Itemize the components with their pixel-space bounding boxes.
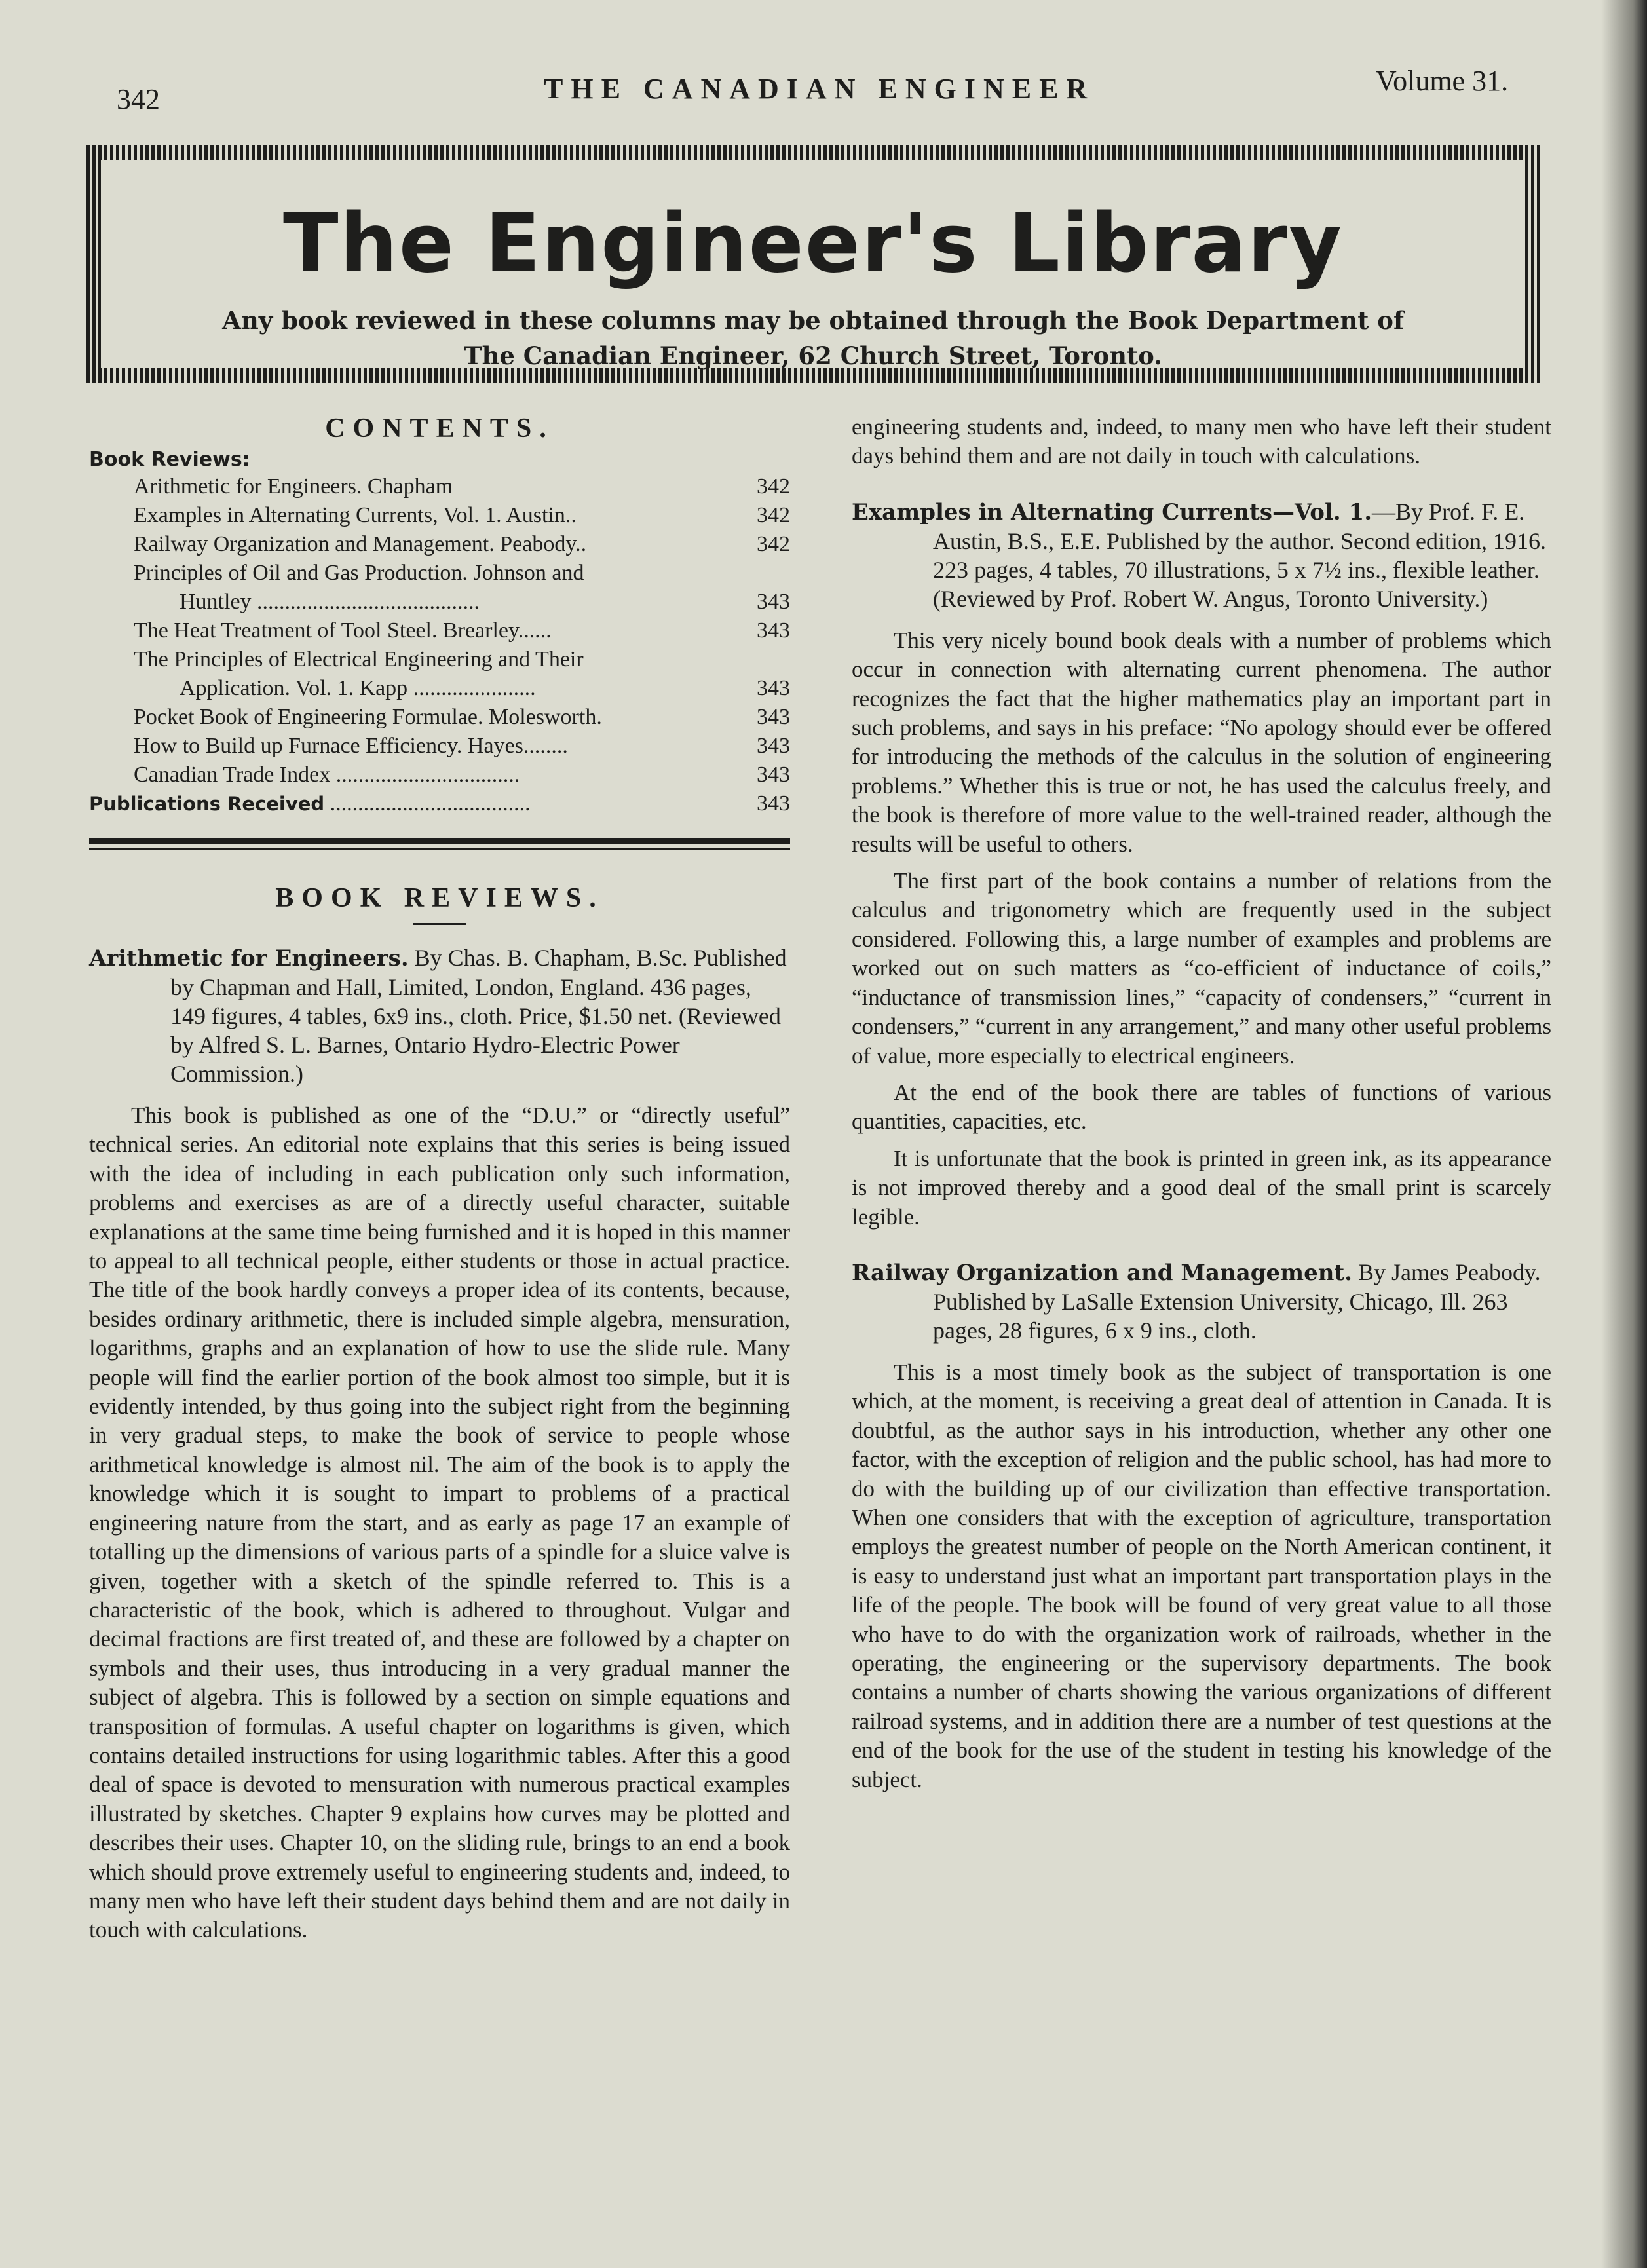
banner-subtitle-line-1: Any book reviewed in these columns may be obtained through the Book Department of [222, 306, 1404, 335]
running-head [0, 63, 1647, 115]
toc-page: 343 [757, 618, 790, 643]
contents-list [89, 472, 790, 818]
toc-page: 342 [757, 474, 790, 499]
page-edge-shadow [1601, 0, 1647, 2268]
volume-label: Volume 31. [1376, 65, 1509, 97]
toc-item[interactable]: Canadian Trade Index ................................. 343 [89, 761, 790, 789]
contents-divider-heavy [89, 838, 790, 844]
review-byline: —By Prof. F. E. Austin, B.S., E.E. Published by the author. Second edition, 1916. 223 pages, 4 tables, 70 illustrations, 5 x 7½ ins., flexible leather. (Reviewed by Prof. Robert W. Angus, Toronto University.) [933, 498, 1546, 612]
toc-item[interactable]: Arithmetic for Engineers. Chapham 342 [89, 472, 790, 501]
review-paragraph: At the end of the book there are tables of functions of various quantities, capacities, etc. [852, 1079, 1551, 1135]
toc-page: 343 [757, 791, 790, 816]
toc-item[interactable]: Pocket Book of Engineering Formulae. Molesworth. 343 [89, 703, 790, 732]
toc-page: 343 [757, 763, 790, 787]
journal-title: THE CANADIAN ENGINEER [544, 73, 1095, 105]
left-column [89, 413, 790, 2130]
review-header [852, 497, 1551, 613]
toc-page: 343 [757, 676, 790, 700]
review-title: Arithmetic for Engineers. [89, 945, 409, 972]
review-title: Railway Organization and Management. [852, 1259, 1353, 1286]
contents-heading: CONTENTS. [325, 413, 554, 444]
review-paragraph: This very nicely bound book deals with a number of problems which occur in connection with alternating current phenomena. The author recognizes the fact that the higher mathematics play an important part in such problems, and says in his preface: “No apology should ever be offered for introducing the methods of the calculus in the solution of engineering problems.” Whether this is true or not, he has used the calculus freely, and the book is therefore of more value to the well-trained reader, although the results will be useful to others. [852, 627, 1551, 857]
toc-item[interactable]: Principles of Oil and Gas Production. Johnson and Huntley ........................................ 343 [89, 559, 790, 616]
review-byline: By James Peabody. Published by LaSalle Extension University, Chicago, Ill. 263 pages, 28 figures, 6 x 9 ins., cloth. [933, 1258, 1541, 1344]
review-paragraph: This book is published as one of the “D.U.” or “directly useful” technical series. An editorial note explains that this series is being issued with the idea of including in each publication only such information, problems and exercises as are of a directly useful character, suitable explanations at the same time being furnished and it is hoped in this manner to appeal to all technical people, either students or those in actual practice. The title of the book hardly conveys a proper idea of its contents, because, besides ordinary arithmetic, there is included simple algebra, mensuration, logarithms, graphs and an explanation of how to use the slide rule. Many people will find the earlier portion of the book almost too simple, but it is evidently intended, by thus going into the subject right from the beginning in very gradual steps, to make the book of service to people whose arithmetical knowledge is almost nil. The aim of the book is to apply the knowledge which it is sought to impart to problems of a practical engineering nature from the start, and as early as page 17 an example of totalling up the dimensions of various parts of a spindle for a sluice valve is given, together with a sketch of the spindle referred to. This is a characteristic of the book, which is adhered to throughout. Vulgar and decimal fractions are first treated of, and these are followed by a chapter on symbols and their uses, thus introducing in a very gradual manner the subject of algebra. This is followed by a section on simple equations and transposition of formulas. A useful chapter on logarithms is given, which contains detailed instructions for using logarithmic tables. After this a good deal of space is devoted to mensuration with numerous practical examples illustrated by sketches. Chapter 9 explains how curves may be plotted and describes their uses. Chapter 10, on the sliding rule, brings to an end a book which should prove extremely useful to engineering students and, indeed, to many men who have left their student days behind them and are not daily in touch with calculations. [89, 1103, 790, 1943]
toc-page: 342 [757, 503, 790, 527]
review-header [852, 1258, 1551, 1345]
toc-item[interactable]: Railway Organization and Management. Peabody.. 342 [89, 530, 790, 559]
right-column [852, 413, 1551, 1794]
toc-page: 343 [757, 590, 790, 614]
review-paragraph: The first part of the book contains a number of relations from the calculus and trigonometry which are frequently used in the subject considered. Following this, a large number of examples and problems are worked out on such matters as “co-efficient of inductance of coils,” “inductance of transmission lines,” “capacity of condensers,” “current in condensers,” “current in any arrangement,” and many other useful problems of value, more especially to electrical engineers. [852, 868, 1551, 1068]
toc-page: 343 [757, 734, 790, 758]
heading-rule [413, 923, 466, 925]
toc-item[interactable]: The Heat Treatment of Tool Steel. Brearley...... 343 [89, 616, 790, 645]
review-paragraph: This is a most timely book as the subject of transportation is one which, at the moment, is receiving a great deal of attention in Canada. It is doubtful, as the author says in his introduction, whether any other one factor, with the exception of religion and the public school, has had more to do with the building up of our civilization than effective transportation. When one considers that with the exception of agriculture, transportation employs the greatest number of people on the North American continent, it is easy to understand just what an important part transportation plays in the life of the people. The book will be found of very great value to all those who have to do with the organization work of railroads, whether in the operating, the engineering or the supervisory departments. The book contains a number of charts showing the various organizations of different railroad systems, and in addition there are a number of test questions at the end of the book for the use of the student in testing his knowledge of the subject. [852, 1359, 1551, 1792]
book-reviews-heading: BOOK REVIEWS. [275, 883, 604, 913]
banner-title: The Engineer's Library [282, 197, 1344, 291]
toc-item-publications[interactable]: Publications Received .................................... 343 [89, 789, 790, 818]
banner-subtitle-line-2: The Canadian Engineer, 62 Church Street, Toronto. [463, 341, 1163, 370]
page-number: 342 [117, 83, 160, 115]
contents-divider-thin [89, 848, 790, 850]
toc-item[interactable]: How to Build up Furnace Efficiency. Hayes........ 343 [89, 732, 790, 761]
review-paragraph: It is unfortunate that the book is printed in green ink, as its appearance is not improved thereby and a good deal of the small print is scarcely legible. [852, 1145, 1551, 1230]
review-byline: By Chas. B. Chapham, B.Sc. Published by Chapman and Hall, Limited, London, England. 436 pages, 149 figures, 4 tables, 6x9 ins., cloth. Price, $1.50 net. (Reviewed by Alfred S. L. Barnes, Ontario Hydro-Electric Power Commission.) [170, 945, 787, 1087]
toc-item[interactable]: Examples in Alternating Currents, Vol. 1. Austin.. 342 [89, 501, 790, 530]
toc-page: 342 [757, 532, 790, 556]
toc-page: 343 [757, 705, 790, 729]
book-reviews-label: Book Reviews: [89, 448, 250, 471]
review-header [89, 943, 790, 1088]
toc-item[interactable]: The Principles of Electrical Engineering and Their Application. Vol. 1. Kapp ...................... 343 [89, 645, 790, 703]
banner-subtitle [101, 303, 1525, 373]
review-title: Examples in Alternating Currents—Vol. 1. [852, 499, 1372, 525]
library-banner [86, 145, 1540, 383]
review-paragraph-continued: engineering students and, indeed, to many men who have left their student days behind them and are not daily in touch with calculations. [852, 414, 1551, 469]
